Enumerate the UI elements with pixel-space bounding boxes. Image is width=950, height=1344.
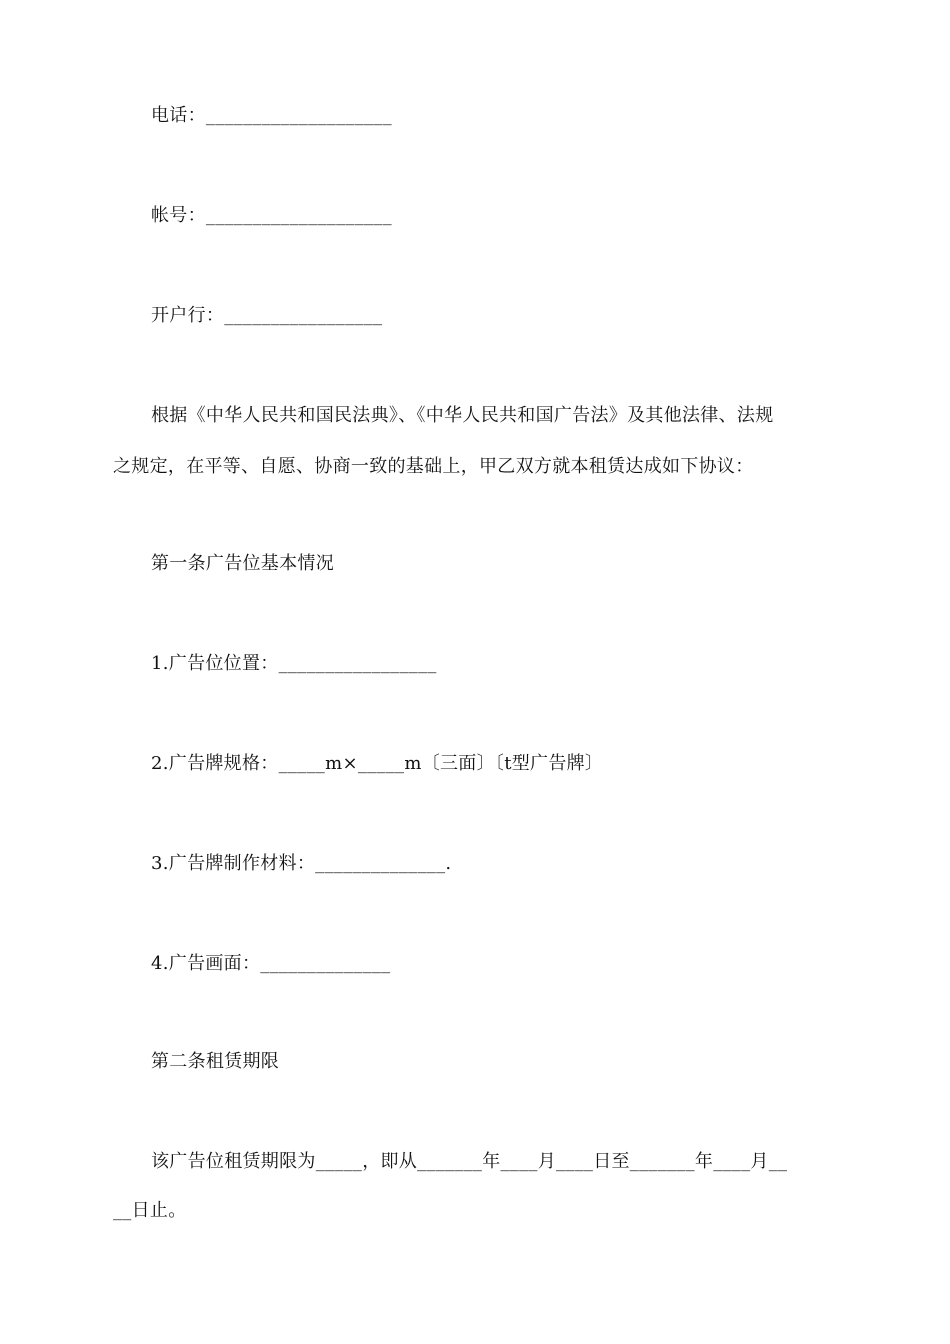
intro-paragraph-line-2: 之规定，在平等、自愿、协商一致的基础上，甲乙双方就本租赁达成如下协议： [113,456,754,477]
article-1-heading: 第一条广告位基本情况 [151,553,334,574]
phone-field: 电话：____________________ [151,105,392,126]
ad-material-field: 3.广告牌制作材料：______________. [151,853,452,874]
lease-term-line-1: 该广告位租赁期限为_____，即从_______年____月____日至_______年____月__ [151,1151,788,1172]
account-field: 帐号：____________________ [151,205,392,226]
ad-location-field: 1.广告位位置：_________________ [151,653,437,674]
article-2-heading: 第二条租赁期限 [151,1051,280,1072]
lease-term-line-2: __日止。 [113,1200,187,1221]
bank-field: 开户行：_________________ [151,305,383,326]
ad-image-field: 4.广告画面：______________ [151,953,391,974]
intro-paragraph-line-1: 根据《中华人民共和国民法典》、《中华人民共和国广告法》及其他法律、法规 [151,405,774,426]
ad-spec-field: 2.广告牌规格：_____m×_____m〔三面〕〔t型广告牌〕 [151,753,604,774]
